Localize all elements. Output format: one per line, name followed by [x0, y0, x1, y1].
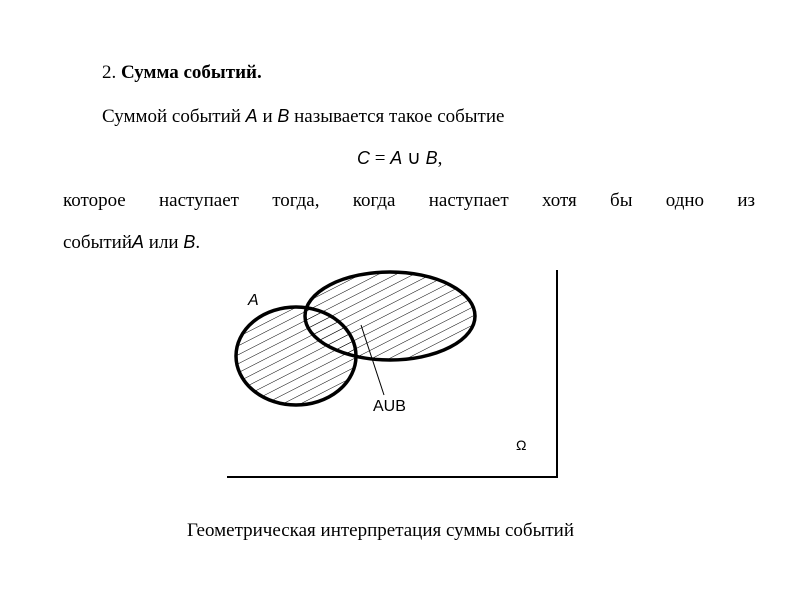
definition-conjunction: и [262, 106, 273, 127]
formula-b: B [425, 148, 438, 168]
section-title: Сумма событий. [121, 62, 262, 83]
definition-text-2: называется такое событие [294, 106, 505, 127]
continuation-conjunction: или [148, 232, 179, 253]
formula-equals: = [374, 148, 386, 169]
union-formula [357, 147, 442, 170]
diagram-label-union: AUB [373, 398, 406, 415]
event-a-symbol: A [245, 106, 258, 126]
definition-line [102, 106, 504, 128]
section-number: 2. [102, 62, 117, 83]
event-b-symbol: B [277, 106, 290, 126]
continuation-line: которое наступает тогда, когда наступает хотя бы одно из [63, 190, 755, 211]
continuation-text: событий [63, 232, 133, 253]
formula-union-operator: ∪ [406, 148, 421, 169]
continuation-line-2 [63, 232, 200, 254]
diagram-label-a: A [248, 292, 259, 309]
figure-caption: Геометрическая интерпретация суммы событий [187, 520, 574, 541]
event-b-ellipse [305, 272, 475, 360]
formula-comma: , [437, 148, 443, 169]
section-heading [102, 62, 262, 84]
venn-diagram [220, 265, 565, 485]
formula-lhs: C [357, 148, 370, 168]
continuation-period: . [195, 232, 201, 253]
event-b-symbol-2: B [183, 232, 196, 252]
formula-a: A [390, 148, 403, 168]
event-a-symbol-2: A [132, 232, 145, 252]
definition-text-1: Суммой событий [102, 106, 241, 127]
diagram-label-omega: Ω [516, 437, 527, 453]
